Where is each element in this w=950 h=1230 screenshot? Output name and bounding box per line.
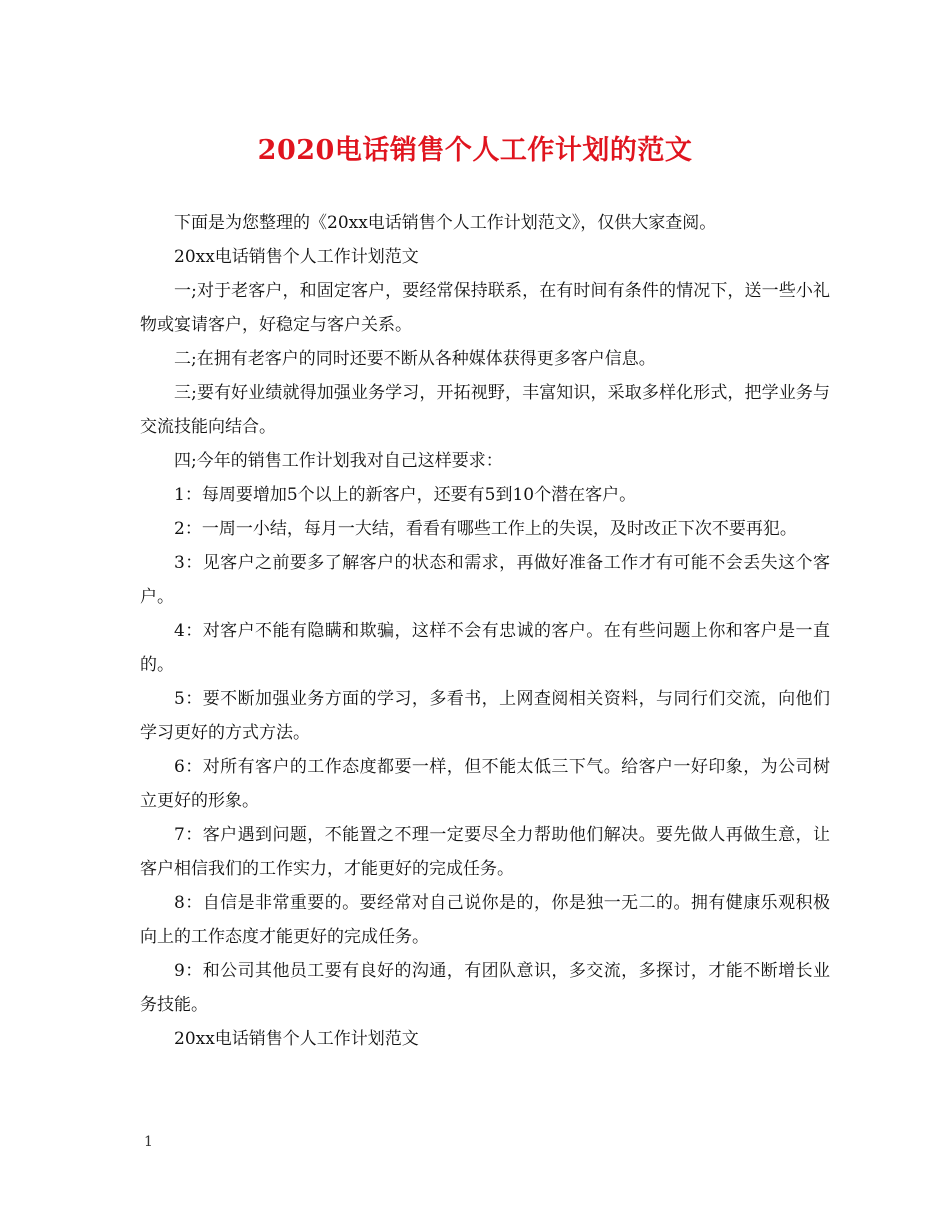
document-title: 2020电话销售个人工作计划的范文 bbox=[257, 135, 693, 166]
paragraph-subtitle: 20xx电话销售个人工作计划范文 bbox=[174, 247, 419, 267]
paragraph-rule-6: 6：对所有客户的工作态度都要一样，但不能太低三下气。给客户一好印象，为公司树立更好的形象。 bbox=[140, 757, 830, 811]
paragraph-rule-1: 1：每周要增加5个以上的新客户，还要有5到10个潜在客户。 bbox=[174, 485, 637, 505]
paragraph-item-2: 二;在拥有老客户的同时还要不断从各种媒体获得更多客户信息。 bbox=[174, 349, 656, 369]
paragraph-rule-7: 7：客户遇到问题，不能置之不理一定要尽全力帮助他们解决。要先做人再做生意，让客户相信我们的工作实力，才能更好的完成任务。 bbox=[140, 825, 830, 879]
document-body bbox=[140, 206, 830, 1056]
paragraph-intro: 下面是为您整理的《20xx电话销售个人工作计划范文》，仅供大家查阅。 bbox=[174, 213, 717, 233]
paragraph-rule-5: 5：要不断加强业务方面的学习，多看书，上网查阅相关资料，与同行们交流，向他们学习更好的方式方法。 bbox=[140, 689, 830, 743]
page-number: 1 bbox=[144, 1134, 153, 1150]
paragraph-item-1: 一;对于老客户，和固定客户，要经常保持联系，在有时间有条件的情况下，送一些小礼物或宴请客户，好稳定与客户关系。 bbox=[140, 281, 830, 335]
paragraph-rule-2: 2：一周一小结，每月一大结，看看有哪些工作上的失误，及时改正下次不要再犯。 bbox=[174, 519, 797, 539]
paragraph-rule-9: 9：和公司其他员工要有良好的沟通，有团队意识，多交流，多探讨，才能不断增长业务技能。 bbox=[140, 961, 830, 1015]
paragraph-item-3: 三;要有好业绩就得加强业务学习，开拓视野，丰富知识，采取多样化形式，把学业务与交流技能向结合。 bbox=[140, 383, 830, 437]
paragraph-subtitle-repeat: 20xx电话销售个人工作计划范文 bbox=[174, 1029, 419, 1049]
paragraph-item-4: 四;今年的销售工作计划我对自己这样要求： bbox=[174, 451, 503, 471]
paragraph-rule-4: 4：对客户不能有隐瞒和欺骗，这样不会有忠诚的客户。在有些问题上你和客户是一直的。 bbox=[140, 621, 830, 675]
paragraph-rule-8: 8：自信是非常重要的。要经常对自己说你是的，你是独一无二的。拥有健康乐观积极向上的工作态度才能更好的完成任务。 bbox=[140, 893, 830, 947]
paragraph-rule-3: 3：见客户之前要多了解客户的状态和需求，再做好准备工作才有可能不会丢失这个客户。 bbox=[140, 553, 830, 607]
